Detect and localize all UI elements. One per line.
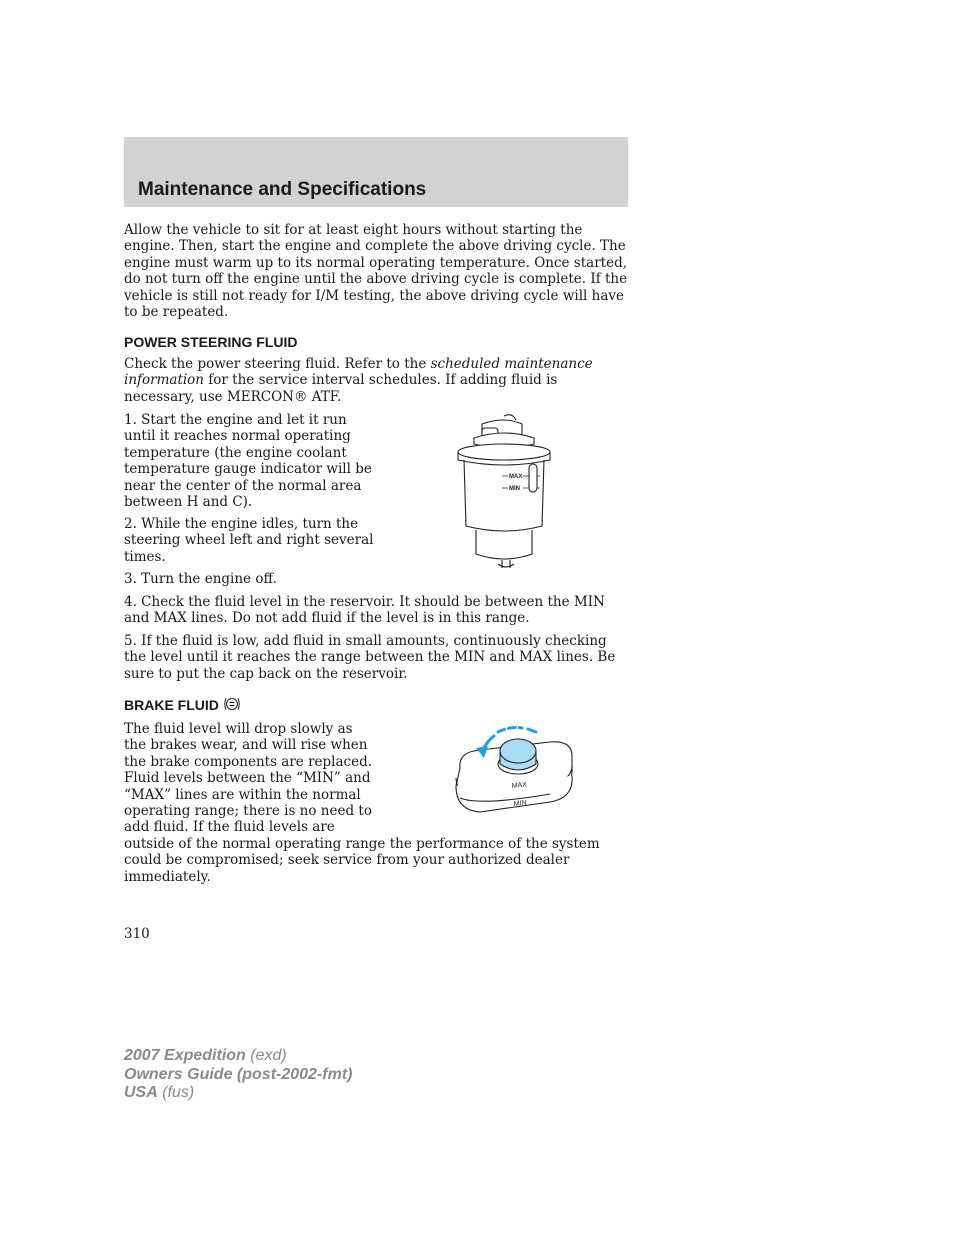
brake-fluid-icon bbox=[223, 695, 241, 713]
brake-fluid-heading-text: BRAKE FLUID bbox=[124, 697, 219, 713]
brake-fluid-paragraph-wrap: The fluid level will drop slowly as the brakes wear, and will rise when the brake components are replaced. Fluid levels between the “MIN” and “MAX” lines are within the normal operating range; there is no need to add fluid. If the fluid levels are bbox=[124, 721, 373, 836]
power-steering-text-1: Check the power steering fluid. Refer to the bbox=[124, 356, 431, 372]
footer-market-code: (fus) bbox=[157, 1084, 195, 1101]
power-steering-max-label: MAX bbox=[509, 474, 523, 480]
footer-line-3 bbox=[124, 1084, 352, 1103]
step-3: 3. Turn the engine off. bbox=[124, 571, 277, 587]
section-title: Maintenance and Specifications bbox=[138, 179, 427, 200]
brake-fluid-min-label: MIN bbox=[513, 799, 527, 808]
section-header bbox=[124, 137, 628, 207]
power-steering-heading: POWER STEERING FLUID bbox=[124, 334, 298, 350]
footer-line-1 bbox=[124, 1047, 352, 1066]
step-4: 4. Check the fluid level in the reservoir. It should be between the MIN and MAX lines. Do not add fluid if the level is in this range. bbox=[124, 594, 605, 627]
brake-fluid-reservoir-illustration bbox=[450, 724, 578, 816]
footer-model-code: (exd) bbox=[245, 1047, 287, 1064]
brake-fluid-max-label: MAX bbox=[511, 781, 528, 790]
step-5: 5. If the fluid is low, add fluid in small amounts, continuously checking the level until it reaches the range between the MIN and MAX lines. Be sure to put the cap back on the reservoir. bbox=[124, 633, 616, 682]
power-steering-text-2: for the service interval schedules. If adding fluid is necessary, use MERCON® ATF. bbox=[124, 372, 558, 405]
footer-model: 2007 Expedition bbox=[124, 1047, 246, 1064]
power-steering-min-label: MIN bbox=[509, 486, 520, 492]
scheduled-maintenance-reference: scheduled maintenance information bbox=[124, 356, 593, 389]
power-steering-reservoir-illustration bbox=[452, 414, 556, 570]
step-2: 2. While the engine idles, turn the steering wheel left and right several times. bbox=[124, 516, 374, 565]
footer-market: USA bbox=[124, 1084, 158, 1101]
brake-fluid-heading bbox=[124, 695, 241, 713]
footer-guide: Owners Guide (post-2002-fmt) bbox=[124, 1065, 353, 1083]
document-footer bbox=[124, 1047, 352, 1103]
footer-line-2 bbox=[124, 1066, 352, 1085]
intro-paragraph: Allow the vehicle to sit for at least eight hours without starting the engine. Then, start the engine and complete the above driving cycle. The engine must warm up to its normal operating temperature. Once started, do not turn off the engine until the above driving cycle is complete. If the vehicle is still not ready for I/M testing, the above driving cycle will have to be repeated. bbox=[124, 222, 628, 321]
step-1: 1. Start the engine and let it run until it reaches normal operating temperature (the engine coolant temperature gauge indicator will be near the center of the normal area between H and C). bbox=[124, 412, 372, 511]
power-steering-paragraph bbox=[124, 356, 614, 405]
brake-fluid-paragraph-full: outside of the normal operating range the performance of the system could be compromised; seek service from your authorized dealer immediately. bbox=[124, 836, 600, 885]
page-number: 310 bbox=[124, 926, 150, 942]
